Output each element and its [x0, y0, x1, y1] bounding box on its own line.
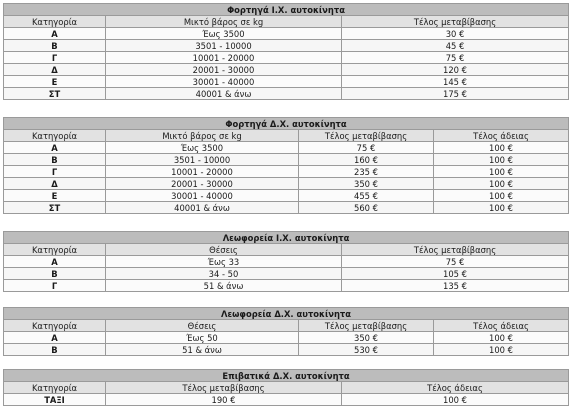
table-row	[4, 268, 569, 280]
transfer-fee-cell: 75 €	[342, 256, 569, 268]
license-fee-cell: 100 €	[434, 344, 569, 356]
weight-cell: 30001 - 40000	[106, 190, 299, 202]
table-title: Φορτηγά Ι.Χ. αυτοκίνητα	[4, 4, 569, 16]
transfer-fee-cell: 235 €	[299, 166, 434, 178]
weight-cell: 20001 - 30000	[106, 178, 299, 190]
column-header-transfer-fee: Τέλος μεταβίβασης	[299, 130, 434, 142]
column-header-license-fee: Τέλος άδειας	[342, 382, 569, 394]
column-header-category: Κατηγορία	[4, 16, 106, 28]
transfer-fee-cell: 30 €	[342, 28, 569, 40]
transfer-fee-cell: 350 €	[299, 178, 434, 190]
column-header-category: Κατηγορία	[4, 130, 106, 142]
license-fee-cell: 100 €	[434, 142, 569, 154]
license-fee-cell: 100 €	[434, 154, 569, 166]
transfer-fee-cell: 455 €	[299, 190, 434, 202]
weight-cell: Έως 3500	[106, 142, 299, 154]
bus-public-fee-table	[3, 307, 569, 356]
table-row	[4, 64, 569, 76]
category-cell: Β	[4, 154, 106, 166]
table-row	[4, 178, 569, 190]
column-header-license-fee: Τέλος άδειας	[434, 320, 569, 332]
transfer-fee-cell: 145 €	[342, 76, 569, 88]
category-cell: Β	[4, 268, 106, 280]
category-cell: Α	[4, 332, 106, 344]
category-cell: Β	[4, 344, 106, 356]
category-cell: Γ	[4, 280, 106, 292]
column-header-category: Κατηγορία	[4, 244, 106, 256]
weight-cell: 20001 - 30000	[106, 64, 342, 76]
transfer-fee-cell: 160 €	[299, 154, 434, 166]
column-header-weight: Μικτό βάρος σε kg	[106, 130, 299, 142]
seats-cell: Έως 50	[106, 332, 299, 344]
transfer-fee-cell: 120 €	[342, 64, 569, 76]
weight-cell: 40001 & άνω	[106, 202, 299, 214]
category-cell: Γ	[4, 52, 106, 64]
category-cell: Δ	[4, 178, 106, 190]
table-row	[4, 142, 569, 154]
weight-cell: 40001 & άνω	[106, 88, 342, 100]
category-cell: Γ	[4, 166, 106, 178]
seats-cell: 51 & άνω	[106, 344, 299, 356]
transfer-fee-cell: 190 €	[106, 394, 342, 406]
table-row	[4, 332, 569, 344]
transfer-fee-cell: 135 €	[342, 280, 569, 292]
bus-private-fee-table	[3, 231, 569, 292]
license-fee-cell: 100 €	[434, 166, 569, 178]
column-header-weight: Μικτό βάρος σε kg	[106, 16, 342, 28]
license-fee-cell: 100 €	[434, 190, 569, 202]
column-header-transfer-fee: Τέλος μεταβίβασης	[299, 320, 434, 332]
table-row	[4, 88, 569, 100]
category-cell: ΣΤ	[4, 202, 106, 214]
seats-cell: 51 & άνω	[106, 280, 342, 292]
table-title: Επιβατικά Δ.Χ. αυτοκίνητα	[4, 370, 569, 382]
transfer-fee-cell: 560 €	[299, 202, 434, 214]
category-cell: Α	[4, 142, 106, 154]
table-row	[4, 76, 569, 88]
category-cell: ΣΤ	[4, 88, 106, 100]
seats-cell: 34 - 50	[106, 268, 342, 280]
table-row	[4, 256, 569, 268]
table-row	[4, 394, 569, 406]
table-row	[4, 344, 569, 356]
table-row	[4, 190, 569, 202]
transfer-fee-cell: 350 €	[299, 332, 434, 344]
license-fee-cell: 100 €	[342, 394, 569, 406]
transfer-fee-cell: 45 €	[342, 40, 569, 52]
weight-cell: 10001 - 20000	[106, 52, 342, 64]
category-cell: Α	[4, 256, 106, 268]
table-row	[4, 166, 569, 178]
column-header-seats: Θέσεις	[106, 244, 342, 256]
license-fee-cell: 100 €	[434, 178, 569, 190]
column-header-license-fee: Τέλος άδειας	[434, 130, 569, 142]
column-header-category: Κατηγορία	[4, 320, 106, 332]
table-row	[4, 52, 569, 64]
column-header-transfer-fee: Τέλος μεταβίβασης	[342, 244, 569, 256]
category-cell: Δ	[4, 64, 106, 76]
weight-cell: 3501 - 10000	[106, 40, 342, 52]
weight-cell: 3501 - 10000	[106, 154, 299, 166]
transfer-fee-cell: 75 €	[299, 142, 434, 154]
transfer-fee-cell: 105 €	[342, 268, 569, 280]
category-cell: Α	[4, 28, 106, 40]
column-header-category: Κατηγορία	[4, 382, 106, 394]
category-cell: Ε	[4, 76, 106, 88]
license-fee-cell: 100 €	[434, 202, 569, 214]
category-cell: Ε	[4, 190, 106, 202]
table-title: Λεωφορεία Ι.Χ. αυτοκίνητα	[4, 232, 569, 244]
weight-cell: 10001 - 20000	[106, 166, 299, 178]
truck-private-fee-table	[3, 3, 569, 100]
seats-cell: Έως 33	[106, 256, 342, 268]
passenger-public-fee-table	[3, 369, 569, 406]
transfer-fee-cell: 530 €	[299, 344, 434, 356]
table-title: Λεωφορεία Δ.Χ. αυτοκίνητα	[4, 308, 569, 320]
category-cell: ΤΑΞΙ	[4, 394, 106, 406]
table-row	[4, 28, 569, 40]
column-header-transfer-fee: Τέλος μεταβίβασης	[342, 16, 569, 28]
license-fee-cell: 100 €	[434, 332, 569, 344]
category-cell: Β	[4, 40, 106, 52]
table-row	[4, 202, 569, 214]
table-row	[4, 154, 569, 166]
column-header-seats: Θέσεις	[106, 320, 299, 332]
weight-cell: Έως 3500	[106, 28, 342, 40]
table-row	[4, 280, 569, 292]
table-row	[4, 40, 569, 52]
truck-public-fee-table	[3, 117, 569, 214]
weight-cell: 30001 - 40000	[106, 76, 342, 88]
table-title: Φορτηγά Δ.Χ. αυτοκίνητα	[4, 118, 569, 130]
column-header-transfer-fee: Τέλος μεταβίβασης	[106, 382, 342, 394]
transfer-fee-cell: 175 €	[342, 88, 569, 100]
transfer-fee-cell: 75 €	[342, 52, 569, 64]
